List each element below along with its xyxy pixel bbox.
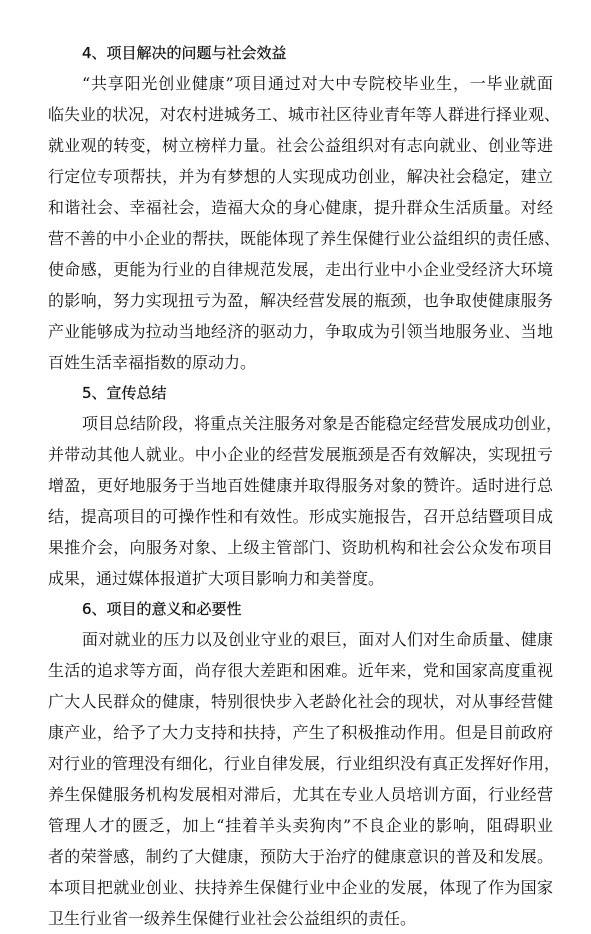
paragraph-line: 增盈，更好地服务于当地百姓健康并取得服务对象的赞许。适时进行总	[48, 476, 553, 495]
paragraph-line: 营不善的中小企业的帮扶，既能体现了养生保健行业公益组织的责任感、	[48, 229, 561, 248]
section-heading: 5、宣传总结	[82, 384, 167, 402]
paragraph-line: 百姓生活幸福指数的原动力。	[48, 353, 257, 372]
paragraph-line: 生活的追求等方面，尚存很大差距和困难。近年来，党和国家高度重视	[48, 661, 553, 680]
paragraph-line: 养生保健服务机构发展相对滞后，尤其在专业人员培训方面，行业经营	[48, 785, 553, 804]
paragraph-line: 者的荣誉感，制约了大健康，预防大于治疗的健康意识的普及和发展。	[48, 847, 553, 866]
paragraph-line: 项目总结阶段，将重点关注服务对象是否能稳定经营发展成功创业，	[82, 414, 563, 433]
paragraph-line: 康产业，给予了大力支持和扶持，产生了积极推动作用。但是目前政府	[48, 723, 553, 742]
paragraph-line: 并带动其他人就业。中小企业的经营发展瓶颈是否有效解决，实现扭亏	[48, 445, 553, 464]
section-heading: 6、项目的意义和必要性	[82, 600, 242, 618]
paragraph-line: 产业能够成为拉动当地经济的驱动力，争取成为引领当地服务业、当地	[48, 322, 553, 341]
section-social-benefits	[48, 38, 561, 378]
document-page	[48, 38, 563, 934]
paragraph-line: 行定位专项帮扶，并为有梦想的人实现成功创业，解决社会稳定，建立	[48, 167, 553, 186]
paragraph-line: 结，提高项目的可操作性和有效性。形成实施报告，召开总结暨项目成	[48, 507, 553, 526]
paragraph-line: 卫生行业省一级养生保健行业社会公益组织的责任。	[48, 909, 417, 928]
paragraph-line: 和谐社会、幸福社会，造福大众的身心健康，提升群众生活质量。对经	[48, 198, 553, 217]
paragraph-line: 面对就业的压力以及创业守业的艰巨，面对人们对生命质量、健康	[82, 630, 553, 649]
paragraph-line: 就业观的转变，树立榜样力量。社会公益组织对有志向就业、创业等进	[48, 136, 553, 155]
paragraph-line: 果推介会，向服务对象、上级主管部门、资助机构和社会公众发布项目	[48, 538, 553, 557]
paragraph-line: 对行业的管理没有细化，行业自律发展，行业组织没有真正发挥好作用，	[48, 754, 561, 773]
section-significance	[48, 594, 561, 934]
paragraph-line: 本项目把就业创业、扶持养生保健行业中企业的发展，体现了作为国家	[48, 878, 553, 897]
paragraph-line: 使命感，更能为行业的自律规范发展，走出行业中小企业受经济大环境	[48, 260, 553, 279]
paragraph-line: 成果，通过媒体报道扩大项目影响力和美誉度。	[48, 569, 385, 588]
paragraph-line: 管理人才的匮乏，加上“挂着羊头卖狗肉”不良企业的影响，阻碍职业	[48, 816, 553, 835]
paragraph-line: 的影响，努力实现扭亏为盈，解决经营发展的瓶颈，也争取使健康服务	[48, 291, 553, 310]
section-publicity-summary	[48, 378, 563, 594]
paragraph-line: “共享阳光创业健康”项目通过对大中专院校毕业生，一毕业就面	[82, 74, 553, 93]
section-heading: 4、项目解决的问题与社会效益	[82, 44, 287, 62]
paragraph-line: 临失业的状况，对农村进城务工、城市社区待业青年等人群进行择业观、	[48, 105, 561, 124]
paragraph-line: 广大人民群众的健康，特别很快步入老龄化社会的现状，对从事经营健	[48, 692, 553, 711]
